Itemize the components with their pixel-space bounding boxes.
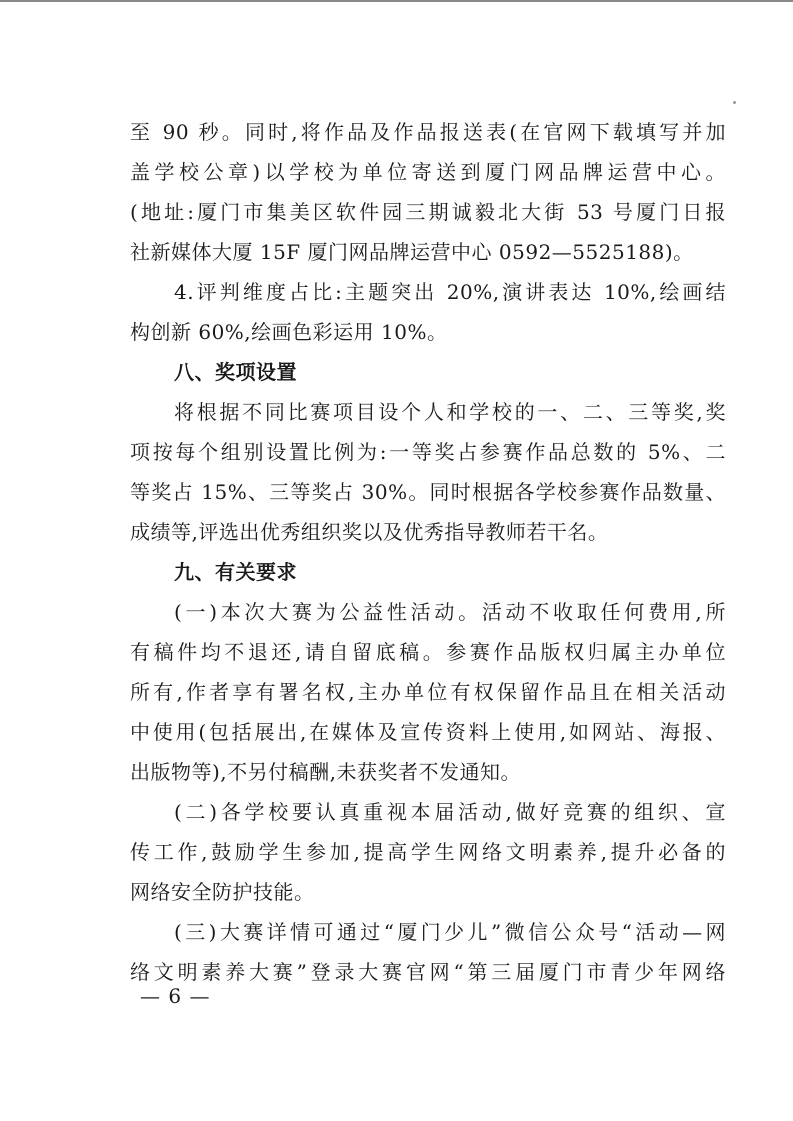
text-line: 社新媒体大厦 15F 厦门网品牌运营中心 0592—5525188)。 — [130, 240, 694, 264]
text-line: 项按每个组别设置比例为:一等奖占参赛作品总数的 5%、二 — [130, 440, 726, 464]
text-line: 4.评判维度占比:主题突出 20%,演讲表达 10%,绘画结 — [174, 280, 726, 304]
text-line: (三)大赛详情可通过“厦门少儿”微信公众号“活动—网 — [174, 920, 726, 944]
text-line: 成绩等,评选出优秀组织奖以及优秀指导教师若干名。 — [130, 520, 609, 544]
paragraph-requirement-2 — [130, 792, 726, 912]
text-line: 至 90 秒。同时,将作品及作品报送表(在官网下载填写并加 — [130, 120, 726, 144]
text-line: 有稿件均不退还,请自留底稿。参赛作品版权归属主办单位 — [130, 640, 726, 664]
paragraph-awards — [130, 392, 726, 552]
text-line: 等奖占 15%、三等奖占 30%。同时根据各学校参赛作品数量、 — [130, 480, 726, 504]
paragraph-requirement-3 — [130, 912, 726, 992]
text-line: 盖学校公章)以学校为单位寄送到厦门网品牌运营中心。 — [130, 160, 726, 184]
text-line: 构创新 60%,绘画色彩运用 10%。 — [130, 320, 448, 344]
text-line: (地址:厦门市集美区软件园三期诚毅北大街 53 号厦门日报 — [130, 200, 726, 224]
section-heading-requirements: 九、有关要求 — [174, 560, 297, 584]
text-line: 网络安全防护技能。 — [130, 880, 315, 904]
text-line: (二)各学校要认真重视本届活动,做好竞赛的组织、宣 — [174, 800, 726, 824]
document-body — [130, 112, 726, 992]
text-line: 中使用(包括展出,在媒体及宣传资料上使用,如网站、海报、 — [130, 720, 726, 744]
paragraph-judging-weights — [130, 272, 726, 352]
text-line: 络文明素养大赛”登录大赛官网“第三届厦门市青少年网络 — [130, 960, 726, 984]
text-line: 将根据不同比赛项目设个人和学校的一、二、三等奖,奖 — [174, 400, 726, 424]
text-line: 所有,作者享有署名权,主办单位有权保留作品且在相关活动 — [130, 680, 726, 704]
paragraph-requirement-1 — [130, 592, 726, 792]
text-line: 传工作,鼓励学生参加,提高学生网络文明素养,提升必备的 — [130, 840, 726, 864]
top-edge-line — [0, 0, 793, 2]
paragraph-submission — [130, 112, 726, 272]
section-heading-awards: 八、奖项设置 — [174, 360, 297, 384]
text-line: (一)本次大赛为公益性活动。活动不收取任何费用,所 — [174, 600, 726, 624]
text-line: 出版物等),不另付稿酬,未获奖者不发通知。 — [130, 760, 522, 784]
scan-dot — [733, 101, 736, 104]
page-number: — 6 — — [140, 984, 211, 1008]
